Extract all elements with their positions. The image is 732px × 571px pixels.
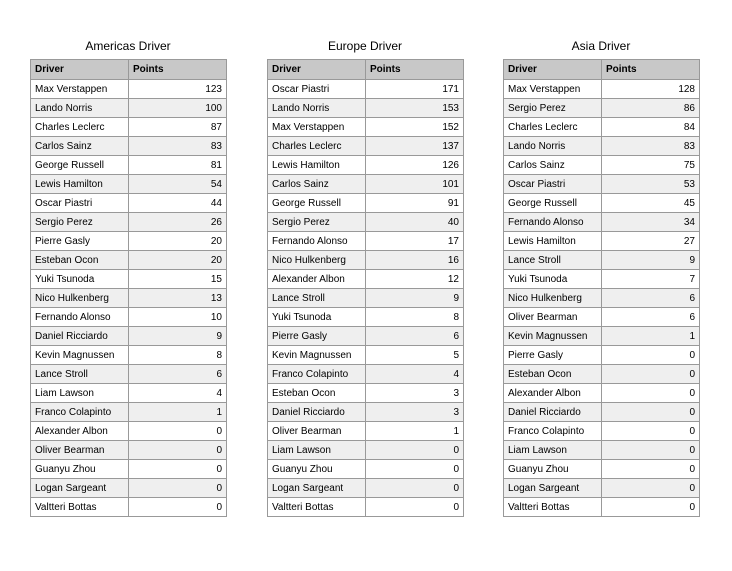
driver-cell: George Russell bbox=[31, 156, 129, 175]
points-cell: 4 bbox=[366, 365, 464, 384]
points-cell: 153 bbox=[366, 99, 464, 118]
points-cell: 12 bbox=[366, 270, 464, 289]
table-row bbox=[268, 422, 464, 441]
table-row bbox=[268, 175, 464, 194]
points-cell: 0 bbox=[129, 498, 227, 517]
table-row bbox=[504, 308, 700, 327]
table-row bbox=[504, 384, 700, 403]
driver-cell: Liam Lawson bbox=[31, 384, 129, 403]
column-header-points: Points bbox=[366, 60, 464, 80]
driver-cell: Franco Colapinto bbox=[31, 403, 129, 422]
points-cell: 6 bbox=[366, 327, 464, 346]
points-cell: 1 bbox=[129, 403, 227, 422]
driver-cell: Oscar Piastri bbox=[268, 80, 366, 99]
driver-cell: Lewis Hamilton bbox=[31, 175, 129, 194]
driver-cell: Oscar Piastri bbox=[31, 194, 129, 213]
table-row bbox=[268, 99, 464, 118]
points-cell: 0 bbox=[602, 346, 700, 365]
points-cell: 45 bbox=[602, 194, 700, 213]
points-cell: 20 bbox=[129, 251, 227, 270]
header-row bbox=[31, 60, 227, 80]
driver-cell: Valtteri Bottas bbox=[268, 498, 366, 517]
points-cell: 75 bbox=[602, 156, 700, 175]
table-row bbox=[504, 118, 700, 137]
points-cell: 27 bbox=[602, 232, 700, 251]
points-cell: 128 bbox=[602, 80, 700, 99]
points-cell: 6 bbox=[602, 308, 700, 327]
table-row bbox=[504, 137, 700, 156]
points-table bbox=[30, 59, 227, 517]
table-row bbox=[31, 403, 227, 422]
driver-cell: Esteban Ocon bbox=[504, 365, 602, 384]
points-cell: 87 bbox=[129, 118, 227, 137]
table-row bbox=[504, 80, 700, 99]
points-cell: 34 bbox=[602, 213, 700, 232]
driver-cell: Fernando Alonso bbox=[268, 232, 366, 251]
points-cell: 3 bbox=[366, 403, 464, 422]
table-row bbox=[268, 232, 464, 251]
points-cell: 44 bbox=[129, 194, 227, 213]
driver-cell: Charles Leclerc bbox=[268, 137, 366, 156]
points-cell: 171 bbox=[366, 80, 464, 99]
points-cell: 1 bbox=[366, 422, 464, 441]
driver-cell: Max Verstappen bbox=[268, 118, 366, 137]
driver-cell: Oscar Piastri bbox=[504, 175, 602, 194]
header-row bbox=[504, 60, 700, 80]
driver-cell: Max Verstappen bbox=[504, 80, 602, 99]
points-cell: 123 bbox=[129, 80, 227, 99]
table-row bbox=[268, 308, 464, 327]
driver-cell: Oliver Bearman bbox=[268, 422, 366, 441]
points-cell: 26 bbox=[129, 213, 227, 232]
points-cell: 9 bbox=[366, 289, 464, 308]
driver-cell: Lewis Hamilton bbox=[268, 156, 366, 175]
table-row bbox=[268, 156, 464, 175]
table-title: Europe Driver bbox=[327, 39, 403, 53]
driver-cell: Charles Leclerc bbox=[504, 118, 602, 137]
driver-cell: Guanyu Zhou bbox=[268, 460, 366, 479]
driver-cell: Logan Sargeant bbox=[268, 479, 366, 498]
table-row bbox=[31, 441, 227, 460]
driver-cell: Max Verstappen bbox=[31, 80, 129, 99]
table-row bbox=[31, 365, 227, 384]
table-row bbox=[31, 270, 227, 289]
table-row bbox=[504, 441, 700, 460]
driver-cell: Oliver Bearman bbox=[504, 308, 602, 327]
table-row bbox=[31, 346, 227, 365]
points-cell: 3 bbox=[366, 384, 464, 403]
points-cell: 1 bbox=[602, 327, 700, 346]
table-row bbox=[268, 346, 464, 365]
points-cell: 40 bbox=[366, 213, 464, 232]
table-row bbox=[504, 232, 700, 251]
points-cell: 0 bbox=[366, 479, 464, 498]
driver-cell: Sergio Perez bbox=[268, 213, 366, 232]
table-row bbox=[31, 175, 227, 194]
driver-cell: Lance Stroll bbox=[268, 289, 366, 308]
table-row bbox=[31, 156, 227, 175]
header-row bbox=[268, 60, 464, 80]
table-row bbox=[504, 289, 700, 308]
driver-cell: George Russell bbox=[504, 194, 602, 213]
driver-cell: Lewis Hamilton bbox=[504, 232, 602, 251]
table-row bbox=[504, 498, 700, 517]
table-row bbox=[504, 460, 700, 479]
table-row bbox=[504, 270, 700, 289]
points-table bbox=[267, 59, 464, 517]
table-row bbox=[31, 232, 227, 251]
driver-cell: Carlos Sainz bbox=[31, 137, 129, 156]
driver-cell: Pierre Gasly bbox=[31, 232, 129, 251]
table-row bbox=[31, 99, 227, 118]
points-cell: 15 bbox=[129, 270, 227, 289]
column-header-points: Points bbox=[602, 60, 700, 80]
points-cell: 10 bbox=[129, 308, 227, 327]
driver-cell: Nico Hulkenberg bbox=[268, 251, 366, 270]
table-row bbox=[31, 327, 227, 346]
points-cell: 7 bbox=[602, 270, 700, 289]
driver-cell: Yuki Tsunoda bbox=[268, 308, 366, 327]
table-row bbox=[504, 479, 700, 498]
points-cell: 0 bbox=[602, 441, 700, 460]
points-cell: 91 bbox=[366, 194, 464, 213]
americas-driver-table-block bbox=[30, 36, 226, 517]
driver-cell: Liam Lawson bbox=[268, 441, 366, 460]
points-cell: 0 bbox=[602, 460, 700, 479]
driver-cell: Guanyu Zhou bbox=[504, 460, 602, 479]
points-cell: 0 bbox=[602, 479, 700, 498]
points-cell: 0 bbox=[129, 460, 227, 479]
points-cell: 20 bbox=[129, 232, 227, 251]
driver-cell: George Russell bbox=[268, 194, 366, 213]
table-row bbox=[31, 308, 227, 327]
points-cell: 0 bbox=[602, 403, 700, 422]
table-row bbox=[31, 422, 227, 441]
table-row bbox=[31, 213, 227, 232]
table-row bbox=[268, 441, 464, 460]
table-row bbox=[504, 194, 700, 213]
table-row bbox=[268, 194, 464, 213]
points-cell: 0 bbox=[129, 479, 227, 498]
table-title: Asia Driver bbox=[571, 39, 631, 53]
points-cell: 0 bbox=[129, 422, 227, 441]
table-row bbox=[504, 156, 700, 175]
driver-cell: Carlos Sainz bbox=[504, 156, 602, 175]
table-row bbox=[504, 327, 700, 346]
points-cell: 0 bbox=[602, 498, 700, 517]
column-header-driver: Driver bbox=[268, 60, 366, 80]
driver-cell: Nico Hulkenberg bbox=[31, 289, 129, 308]
driver-cell: Pierre Gasly bbox=[504, 346, 602, 365]
table-row bbox=[268, 270, 464, 289]
table-row bbox=[31, 251, 227, 270]
driver-cell: Lando Norris bbox=[268, 99, 366, 118]
driver-cell: Lando Norris bbox=[31, 99, 129, 118]
points-cell: 137 bbox=[366, 137, 464, 156]
column-header-points: Points bbox=[129, 60, 227, 80]
table-row bbox=[268, 460, 464, 479]
points-cell: 126 bbox=[366, 156, 464, 175]
column-header-driver: Driver bbox=[31, 60, 129, 80]
driver-cell: Daniel Ricciardo bbox=[268, 403, 366, 422]
points-cell: 16 bbox=[366, 251, 464, 270]
table-row bbox=[268, 479, 464, 498]
points-cell: 6 bbox=[129, 365, 227, 384]
table-row bbox=[504, 422, 700, 441]
driver-cell: Oliver Bearman bbox=[31, 441, 129, 460]
points-cell: 8 bbox=[129, 346, 227, 365]
points-cell: 17 bbox=[366, 232, 464, 251]
points-cell: 54 bbox=[129, 175, 227, 194]
table-row bbox=[268, 251, 464, 270]
table-row bbox=[31, 137, 227, 156]
table-row bbox=[31, 289, 227, 308]
table-row bbox=[268, 365, 464, 384]
table-row bbox=[504, 213, 700, 232]
table-row bbox=[268, 498, 464, 517]
asia-driver-table-block bbox=[503, 36, 699, 517]
driver-cell: Liam Lawson bbox=[504, 441, 602, 460]
driver-cell: Kevin Magnussen bbox=[31, 346, 129, 365]
table-row bbox=[31, 80, 227, 99]
driver-cell: Lando Norris bbox=[504, 137, 602, 156]
driver-cell: Charles Leclerc bbox=[31, 118, 129, 137]
table-row bbox=[268, 137, 464, 156]
table-row bbox=[31, 194, 227, 213]
table-row bbox=[268, 384, 464, 403]
table-row bbox=[504, 251, 700, 270]
table-row bbox=[504, 365, 700, 384]
points-cell: 8 bbox=[366, 308, 464, 327]
table-row bbox=[504, 175, 700, 194]
points-cell: 9 bbox=[129, 327, 227, 346]
driver-cell: Carlos Sainz bbox=[268, 175, 366, 194]
points-cell: 13 bbox=[129, 289, 227, 308]
points-cell: 0 bbox=[602, 422, 700, 441]
driver-cell: Pierre Gasly bbox=[268, 327, 366, 346]
points-table bbox=[503, 59, 700, 517]
table-row bbox=[31, 460, 227, 479]
driver-cell: Fernando Alonso bbox=[504, 213, 602, 232]
points-cell: 6 bbox=[602, 289, 700, 308]
points-cell: 0 bbox=[366, 441, 464, 460]
driver-cell: Fernando Alonso bbox=[31, 308, 129, 327]
driver-cell: Lance Stroll bbox=[504, 251, 602, 270]
points-cell: 0 bbox=[602, 365, 700, 384]
table-row bbox=[31, 498, 227, 517]
table-row bbox=[31, 118, 227, 137]
driver-cell: Daniel Ricciardo bbox=[504, 403, 602, 422]
points-cell: 101 bbox=[366, 175, 464, 194]
driver-cell: Guanyu Zhou bbox=[31, 460, 129, 479]
points-cell: 0 bbox=[129, 441, 227, 460]
driver-cell: Alexander Albon bbox=[268, 270, 366, 289]
driver-cell: Alexander Albon bbox=[504, 384, 602, 403]
driver-cell: Esteban Ocon bbox=[31, 251, 129, 270]
points-cell: 84 bbox=[602, 118, 700, 137]
europe-driver-table-block bbox=[267, 36, 463, 517]
points-cell: 53 bbox=[602, 175, 700, 194]
points-cell: 0 bbox=[366, 498, 464, 517]
table-row bbox=[268, 327, 464, 346]
points-cell: 0 bbox=[602, 384, 700, 403]
points-cell: 100 bbox=[129, 99, 227, 118]
driver-cell: Kevin Magnussen bbox=[504, 327, 602, 346]
table-row bbox=[268, 80, 464, 99]
table-title: Americas Driver bbox=[85, 39, 171, 53]
table-row bbox=[268, 289, 464, 308]
column-header-driver: Driver bbox=[504, 60, 602, 80]
driver-cell: Valtteri Bottas bbox=[31, 498, 129, 517]
driver-cell: Franco Colapinto bbox=[504, 422, 602, 441]
driver-cell: Kevin Magnussen bbox=[268, 346, 366, 365]
table-row bbox=[504, 346, 700, 365]
table-row bbox=[268, 213, 464, 232]
points-cell: 5 bbox=[366, 346, 464, 365]
driver-cell: Yuki Tsunoda bbox=[504, 270, 602, 289]
driver-cell: Logan Sargeant bbox=[504, 479, 602, 498]
table-row bbox=[268, 403, 464, 422]
points-cell: 86 bbox=[602, 99, 700, 118]
driver-cell: Franco Colapinto bbox=[268, 365, 366, 384]
table-row bbox=[504, 99, 700, 118]
table-row bbox=[504, 403, 700, 422]
driver-cell: Daniel Ricciardo bbox=[31, 327, 129, 346]
points-cell: 0 bbox=[366, 460, 464, 479]
table-row bbox=[268, 118, 464, 137]
driver-cell: Esteban Ocon bbox=[268, 384, 366, 403]
driver-cell: Alexander Albon bbox=[31, 422, 129, 441]
table-row bbox=[31, 384, 227, 403]
points-cell: 152 bbox=[366, 118, 464, 137]
driver-cell: Sergio Perez bbox=[504, 99, 602, 118]
points-cell: 9 bbox=[602, 251, 700, 270]
driver-cell: Lance Stroll bbox=[31, 365, 129, 384]
driver-cell: Valtteri Bottas bbox=[504, 498, 602, 517]
driver-cell: Logan Sargeant bbox=[31, 479, 129, 498]
points-cell: 83 bbox=[602, 137, 700, 156]
driver-cell: Yuki Tsunoda bbox=[31, 270, 129, 289]
points-cell: 83 bbox=[129, 137, 227, 156]
driver-cell: Nico Hulkenberg bbox=[504, 289, 602, 308]
points-cell: 81 bbox=[129, 156, 227, 175]
points-cell: 4 bbox=[129, 384, 227, 403]
driver-cell: Sergio Perez bbox=[31, 213, 129, 232]
table-row bbox=[31, 479, 227, 498]
